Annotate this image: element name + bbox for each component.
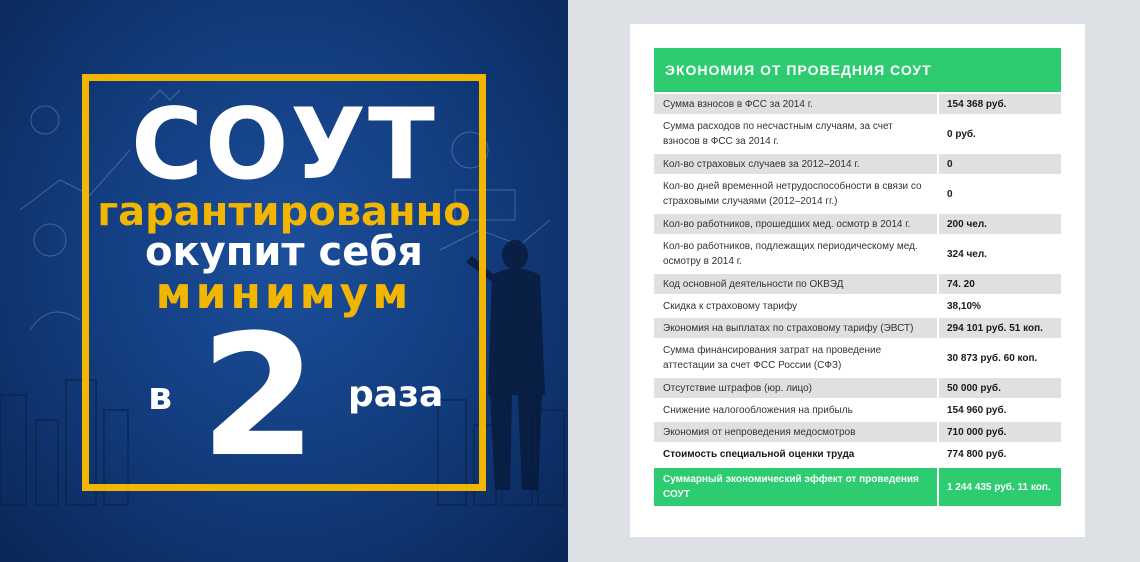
table-row (654, 378, 1061, 398)
row-label: Кол-во дней временной нетрудоспособности в связи со страховыми случаями (2012–2014 гг.) (663, 181, 922, 207)
promo-line-payback: окупит себя (145, 229, 423, 275)
row-value: 50 000 руб. (939, 378, 1061, 398)
row-label: Снижение налогообложения на прибыль (663, 404, 853, 416)
promo-number: 2 (200, 298, 317, 494)
row-value: 710 000 руб. (939, 422, 1061, 442)
economy-table (654, 48, 1061, 506)
total-label: Суммарный экономический эффект от проведения СОУТ (654, 468, 937, 506)
row-value: 154 960 руб. (947, 404, 1007, 416)
promo-line-guaranteed: гарантированно (97, 189, 471, 235)
row-label: Экономия от непроведения медосмотров (654, 422, 937, 442)
row-label: Сумма расходов по несчастным случаям, за счет взносов в ФСС за 2014 г. (663, 121, 893, 147)
economy-card (630, 24, 1085, 537)
table-row (654, 422, 1061, 442)
row-value: 0 (939, 154, 1061, 174)
row-value: 154 368 руб. (939, 94, 1061, 114)
table-total-row (654, 468, 1061, 506)
row-label: Кол-во страховых случаев за 2012–2014 г. (654, 154, 937, 174)
table-row (654, 400, 1061, 420)
table-row (654, 236, 1061, 272)
row-label: Отсутствие штрафов (юр. лицо) (654, 378, 937, 398)
row-label: Стоимость специальной оценки труда (663, 448, 855, 460)
table-row (654, 444, 1061, 464)
table-row (654, 274, 1061, 294)
row-value: 0 (947, 188, 953, 200)
table-row (654, 340, 1061, 376)
row-label: Сумма взносов в ФСС за 2014 г. (654, 94, 937, 114)
row-label: Кол-во работников, подлежащих периодическому мед. осмотру в 2014 г. (663, 241, 918, 267)
row-label: Экономия на выплатах по страховому тарифу (ЭВСТ) (654, 318, 937, 338)
promo-line-minimum: минимум (155, 268, 413, 319)
row-value: 324 чел. (947, 248, 987, 260)
row-value: 38,10% (947, 300, 981, 312)
table-row (654, 94, 1061, 114)
row-label: Кол-во работников, прошедших мед. осмотр в 2014 г. (654, 214, 937, 234)
row-value: 200 чел. (939, 214, 1061, 234)
row-label: Сумма финансирования затрат на проведение аттестации за счет ФСС России (СФЗ) (663, 345, 882, 371)
table-row (654, 154, 1061, 174)
table-header: ЭКОНОМИЯ ОТ ПРОВЕДНИЯ СОУТ (654, 48, 1061, 92)
total-value: 1 244 435 руб. 11 коп. (939, 468, 1061, 506)
row-value: 74. 20 (939, 274, 1061, 294)
row-label: Код основной деятельности по ОКВЭД (654, 274, 937, 294)
table-row (654, 116, 1061, 152)
promo-suffix: раза (348, 374, 444, 415)
table-row (654, 176, 1061, 212)
row-value: 294 101 руб. 51 коп. (939, 318, 1061, 338)
table-row (654, 318, 1061, 338)
promo-prefix: в (148, 374, 173, 418)
row-value: 30 873 руб. 60 коп. (947, 352, 1038, 364)
promo-title: СОУТ (131, 88, 437, 202)
row-label: Скидка к страховому тарифу (663, 300, 798, 312)
promo-banner (0, 0, 568, 562)
row-value: 0 руб. (947, 128, 976, 140)
row-value: 774 800 руб. (947, 448, 1007, 460)
table-row (654, 214, 1061, 234)
table-row (654, 296, 1061, 316)
